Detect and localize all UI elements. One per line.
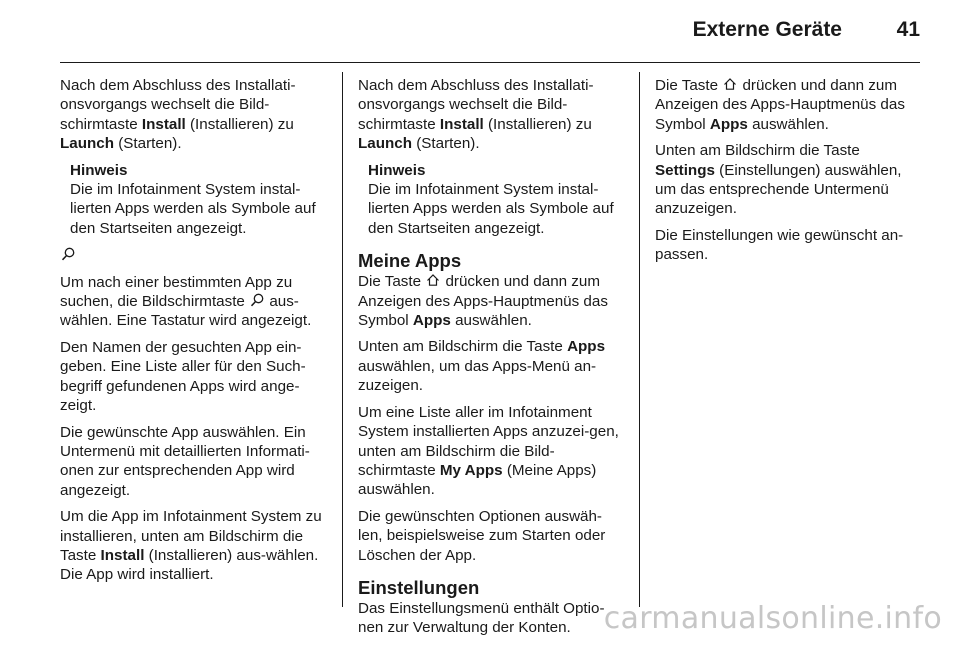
- note-text: Die im Infotainment System instal-lierten Apps werden als Symbole auf den Startseiten angezeigt.: [368, 181, 614, 237]
- install-term: Install: [100, 546, 145, 564]
- paragraph: Unten am Bildschirm die Taste Apps auswählen, um das Apps-Menü an-zuzeigen.: [358, 338, 606, 395]
- page-number: 41: [896, 18, 920, 41]
- watermark: carmanualsonline.info: [603, 601, 942, 636]
- search-symbol-line: [60, 246, 328, 265]
- paragraph: Nach dem Abschluss des Installati-onsvorgangs wechselt die Bild-schirmtaste Install (Installieren) zu Launch (Starten).: [358, 77, 594, 153]
- section-heading-einstellungen: Einstellungen: [358, 576, 480, 598]
- note-box: [60, 161, 328, 239]
- home-icon: [425, 272, 441, 288]
- column-3: [655, 76, 923, 272]
- paragraph: Um nach einer bestimmten App zu suchen, die Bildschirmtaste aus-wählen. Eine Tastatur wird angezeigt.: [60, 273, 312, 330]
- column-divider: [342, 72, 343, 607]
- paragraph: Unten am Bildschirm die Taste Settings (Einstellungen) auswählen, um das entsprechende Untermenü anzuzeigen.: [655, 142, 902, 218]
- column-1: [60, 76, 328, 592]
- apps-term: Apps: [567, 338, 606, 356]
- chapter-title: Externe Geräte: [692, 18, 842, 41]
- paragraph: Das Einstellungsmenü enthält Optio-nen zur Verwaltung der Konten.: [358, 599, 605, 637]
- paragraph: Die gewünschten Optionen auswäh-len, beispielsweise zum Starten oder Löschen der App.: [358, 507, 606, 564]
- note-title: Hinweis: [368, 161, 426, 179]
- settings-term: Settings: [655, 161, 715, 179]
- paragraph: Um eine Liste aller im Infotainment System installierten Apps anzuzei-gen, unten am Bildschirm die Bild-schirmtaste My Apps (Meine Apps) auswählen.: [358, 403, 619, 499]
- page-header: [60, 0, 920, 63]
- launch-term: Launch: [60, 135, 115, 153]
- search-icon: [249, 292, 265, 308]
- column-divider: [639, 72, 640, 607]
- my-apps-term: My Apps: [439, 461, 503, 479]
- apps-term: Apps: [709, 115, 748, 133]
- paragraph: Die Taste drücken und dann zum Anzeigen des Apps-Hauptmenüs das Symbol Apps auswählen.: [655, 77, 905, 133]
- paragraph: Die Taste drücken und dann zum Anzeigen des Apps-Hauptmenüs das Symbol Apps auswählen.: [358, 273, 608, 330]
- install-term: Install: [141, 115, 186, 133]
- search-icon: [60, 246, 76, 262]
- note-text: Die im Infotainment System instal-lierten Apps werden als Symbole auf den Startseiten angezeigt.: [70, 181, 316, 237]
- paragraph: Nach dem Abschluss des Installati-onsvorgangs wechselt die Bild-schirmtaste Install (Installieren) zu Launch (Starten).: [60, 77, 296, 153]
- paragraph: Die Einstellungen wie gewünscht an-passen.: [655, 226, 904, 264]
- column-2: [358, 76, 626, 645]
- home-icon: [722, 76, 738, 92]
- apps-term: Apps: [412, 312, 451, 330]
- paragraph: Um die App im Infotainment System zu installieren, unten am Bildschirm die Taste Install (Installieren) aus-wählen. Die App wird installiert.: [60, 508, 322, 584]
- launch-term: Launch: [358, 135, 413, 153]
- note-title: Hinweis: [70, 161, 128, 179]
- paragraph: Den Namen der gesuchten App ein-geben. Eine Liste aller für den Such-begriff gefundenen Apps wird ange-zeigt.: [60, 338, 306, 415]
- section-heading-meine-apps: Meine Apps: [358, 250, 462, 272]
- install-term: Install: [439, 115, 484, 133]
- paragraph: Die gewünschte App auswählen. Ein Untermenü mit detaillierten Informati-onen zur entsprechenden App wird angezeigt.: [60, 423, 310, 499]
- note-box: [358, 161, 626, 239]
